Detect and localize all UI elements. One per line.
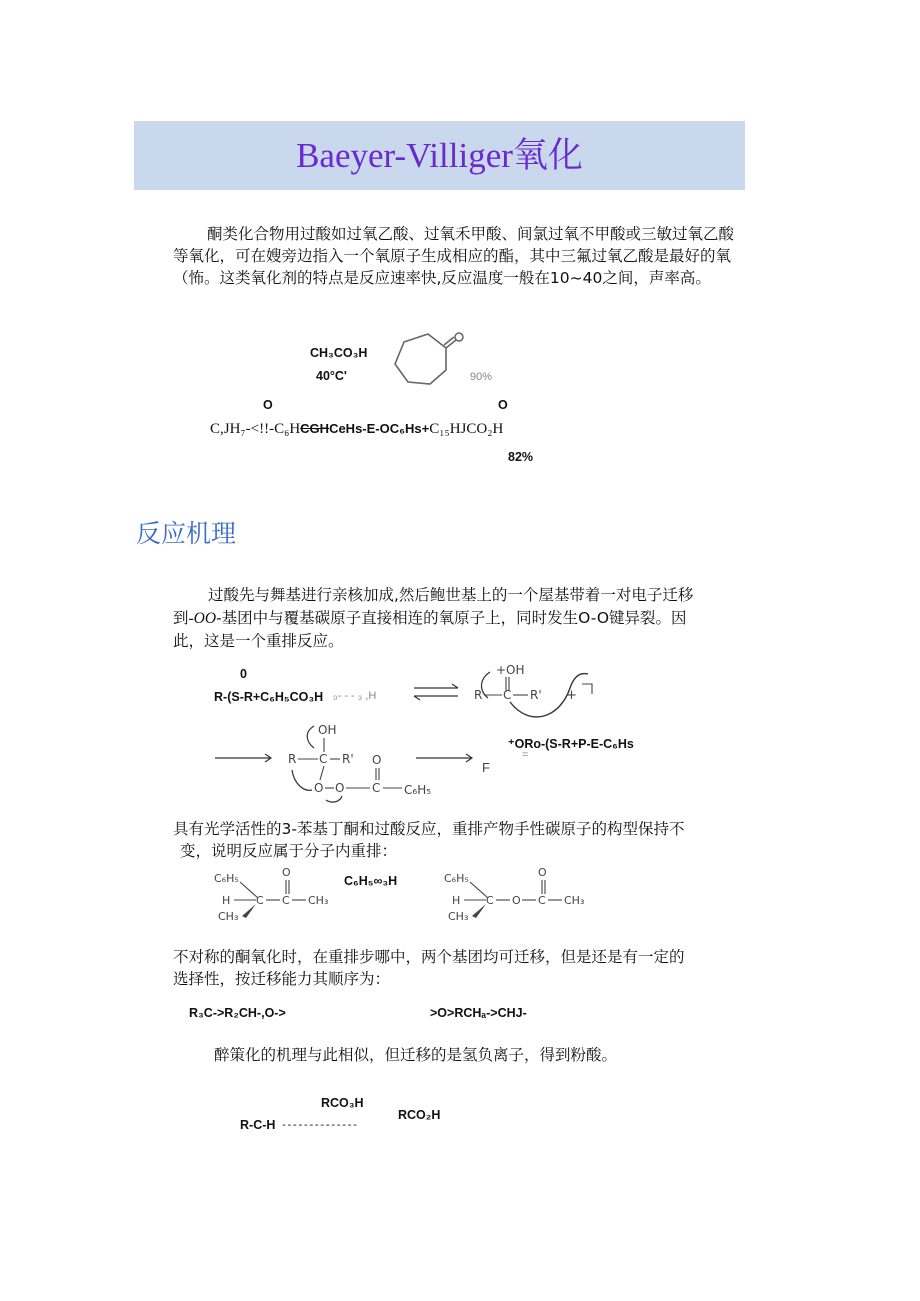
mech-para-line2a: 到 [173,609,189,627]
chiral-ester [442,864,598,926]
ck-o: O [282,866,291,879]
curved-arrow-5 [326,796,342,802]
equilibrium-arrow [412,682,462,704]
ck-ch3-left: CH₃ [218,910,239,923]
ce-c1: C [486,894,494,907]
ce-c2: C [538,894,546,907]
bracket-fragment [578,678,598,702]
ce-c6h5: C₆H₅ [444,872,469,885]
ck-c6h5: C₆H₅ [214,872,239,885]
scheme1-o-right: O [498,398,508,412]
aldehyde-substrate: R-C-H [240,1118,276,1132]
bracket-line [582,684,592,694]
mech-equals-small: = [522,749,529,761]
scheme1-reagent: CH₃CO₃H [310,346,368,360]
section-heading: 反应机理 [136,519,237,548]
mech-product: ⁺ORo-(S-R+P-E-C₆Hs [508,737,634,751]
arrow-2 [414,750,476,766]
aldehyde-dashes: - - - - - - - - - - - - - - [282,1118,357,1131]
r-left: R [474,688,483,702]
order-left: R₃C->R₂CH-,O-> [189,1006,286,1020]
ck-c2: C [282,894,290,907]
arrow-1 [213,750,275,766]
mech-para-line2c: -基团中与覆基碳原子直接相连的氧原子上，同时发生O-O键异裂。因 [216,609,687,627]
mech-para-line2b: -OO [188,610,217,627]
r-left-2: R [288,752,297,766]
order-right: >O>RCHₐ->CHJ- [430,1006,527,1020]
eq-struck: CGH [300,421,330,436]
mech-para-line2 [173,607,687,630]
oh-mid: OH [318,723,337,737]
chiral-line1: 具有光学活性的3-苯基丁酮和过酸反应，重排产物手性碳原子的构型保持不 [173,820,685,838]
mech-tail: ₀- - - ₃ ,H [333,690,377,702]
lactone-ring [395,334,446,384]
aldehyde-product: RCO₂H [398,1108,441,1122]
page-title: Baeyer-Villiger氧化 [296,136,583,175]
chiral-line2: 变，说明反应属于分子内重排： [180,842,398,860]
mech-reactants: R-(S-R+C₆H₅CO₃H [214,690,324,704]
c-o-bond [320,766,324,780]
c-center: C [503,688,512,702]
eq-part2: CeHs-E-OC₆Hs+ [329,421,430,436]
ce-o: O [512,894,521,907]
r-prime: R' [530,688,542,702]
curved-arrow-4 [292,770,312,790]
eq-part3: C₁₅HJCO₂H [429,421,504,437]
r-prime-2: R' [342,752,354,766]
plus-sign: + [566,688,577,703]
scheme1-o-left: O [263,398,273,412]
ce-h: H [452,894,461,907]
ck-c1: C [256,894,264,907]
oh-top: +OH [496,663,525,677]
selectivity-line2: 选择性，按迁移能力其顺序为： [173,970,391,988]
o-label-1: O [314,781,324,795]
selectivity-line1: 不对称的酮氧化时，在重排步哪中，两个基团均可迁移，但是还是有一定的 [173,948,685,966]
ce-ch3-right: CH₃ [564,894,585,907]
chiral-reagent: C₆H₅∞₃H [344,874,398,888]
o-label-2: O [335,781,345,795]
mech-f-label: F [482,760,490,775]
ce-o-top: O [538,866,547,879]
c-acyl: C [372,781,381,795]
aldehyde-reagent: RCO₃H [321,1096,364,1110]
ck-h: H [222,894,231,907]
carbonyl-oxygen [455,333,463,341]
ce-wedge [472,904,486,918]
mech-para-line3: 此，这是一个重排反应。 [173,632,344,650]
curved-arrow-1 [482,672,491,698]
scheme1-temp: 40°C' [316,369,347,383]
ck-ch3-right: CH₃ [308,894,329,907]
mech-zero-label: 0 [240,667,247,681]
aldehyde-text: 醉策化的机理与此相似，但迁移的是氢负离子，得到粉酸。 [214,1046,618,1064]
mech-para-line1: 过酸先与舞基进行亲核加成,然后鲍世基上的一个屋基带着一对电子迁移 [208,586,694,604]
scheme1-yield-bottom: 82% [508,450,534,464]
scheme1-equation [210,418,503,438]
eq-part1: C,JH₇-<!!-C₆H [210,421,301,437]
ck-wedge [242,904,256,918]
lactone-structure [390,328,472,390]
o-label-3: O [372,753,382,767]
chiral-ketone [212,864,342,926]
ce-ch3-left: CH₃ [448,910,469,923]
c6h5-label: C₆H₅ [404,783,432,797]
c-center-2: C [319,752,328,766]
scheme1-yield-top: 90% [470,371,493,383]
intro-paragraph: 酮类化合物用过酸如过氧乙酸、过氧禾甲酸、间氯过氧不甲酸或三敏过氧乙酸等氧化，可在嫂旁边指入一个氧原子生成相应的酯，其中三氟过氧乙酸是最好的氧（怖。这类氧化剂的特点是反应速率快,反应温度一般在10~40之间，声率高。 [173,225,735,287]
curved-arrow-3 [307,726,314,748]
